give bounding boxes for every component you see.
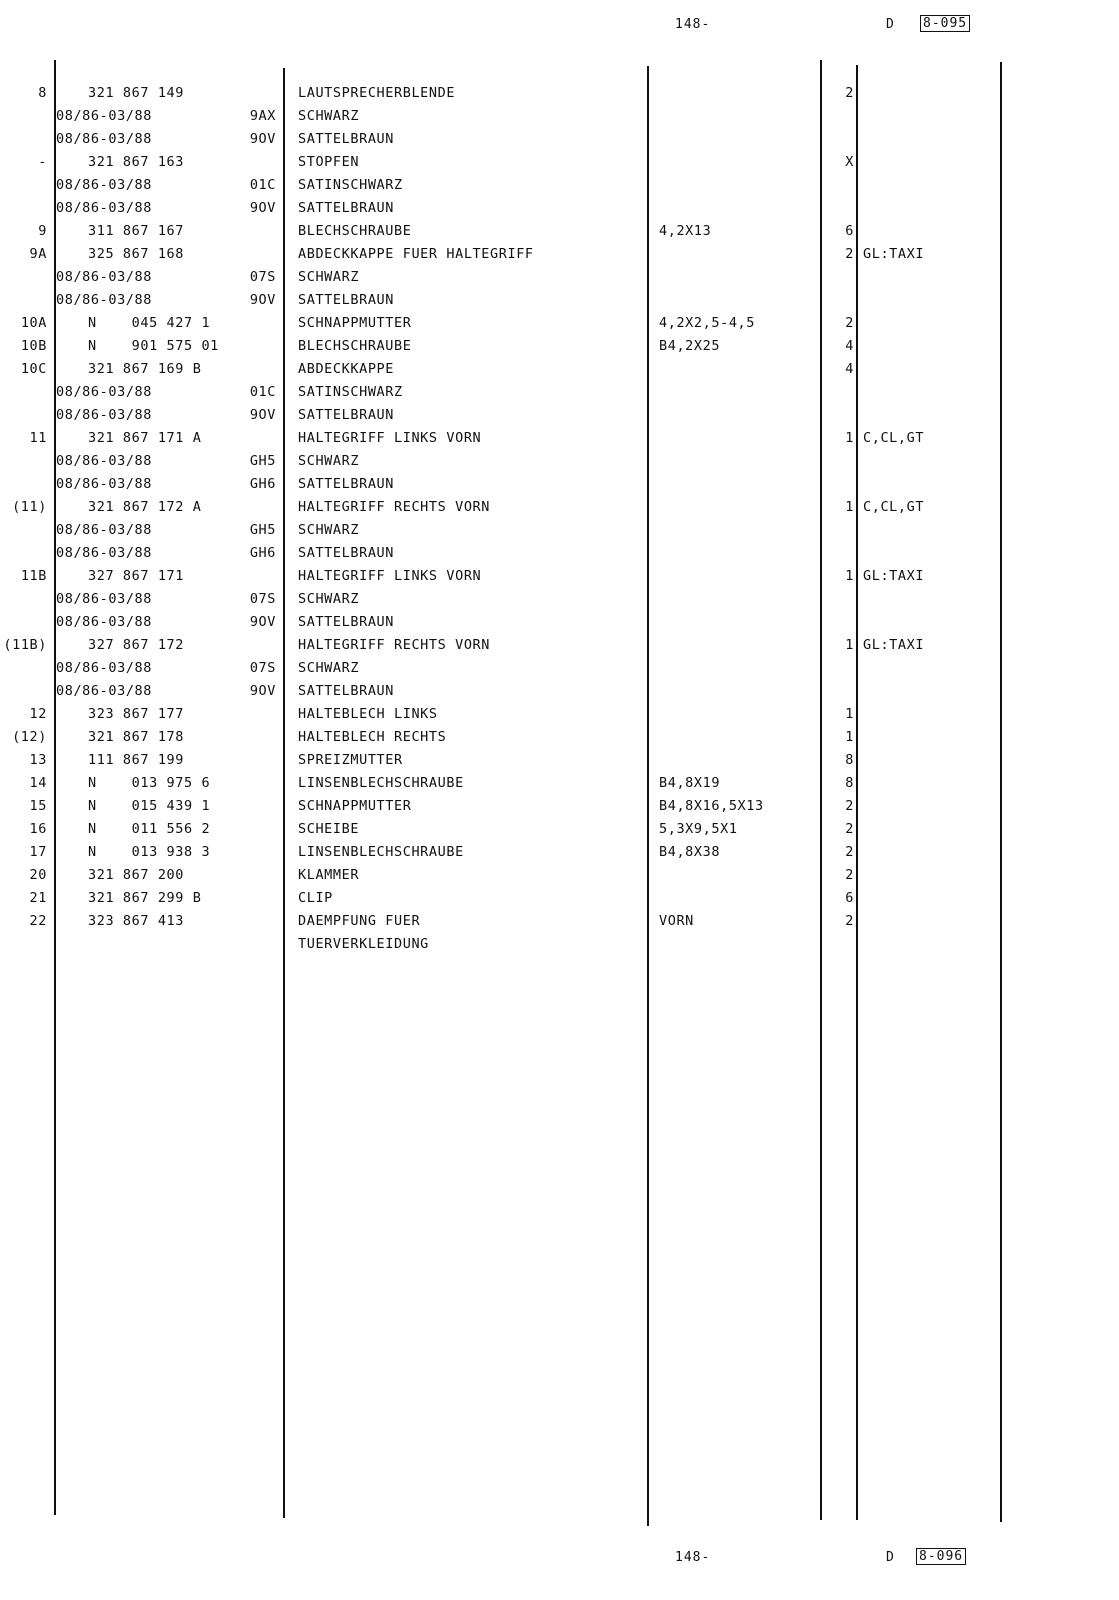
table-row	[0, 450, 1119, 473]
color-code: GH5	[249, 522, 276, 538]
date-range: 08/86-03/88	[56, 522, 153, 538]
part-number: 327 867 171	[88, 568, 185, 584]
description: SATINSCHWARZ	[298, 177, 403, 193]
position-number: 9A	[29, 246, 47, 262]
table-row	[0, 795, 1119, 818]
model-note: GL:TAXI	[863, 246, 925, 262]
date-range: 08/86-03/88	[56, 476, 153, 492]
part-number: 321 867 299 B	[88, 890, 202, 906]
remark: 5,3X9,5X1	[659, 821, 738, 837]
quantity: 2	[845, 798, 854, 814]
date-range: 08/86-03/88	[56, 407, 153, 423]
position-number: 12	[29, 706, 47, 722]
quantity: 1	[845, 706, 854, 722]
description: SCHEIBE	[298, 821, 360, 837]
table-row	[0, 818, 1119, 841]
table-row	[0, 703, 1119, 726]
quantity: 1	[845, 430, 854, 446]
table-row	[0, 910, 1119, 933]
part-number: 321 867 149	[88, 85, 185, 101]
part-number: N 045 427 1	[88, 315, 211, 331]
color-code: 07S	[249, 591, 276, 607]
table-row	[0, 289, 1119, 312]
date-range: 08/86-03/88	[56, 453, 153, 469]
part-number: N 901 575 01	[88, 338, 219, 354]
position-number: 16	[29, 821, 47, 837]
date-range: 08/86-03/88	[56, 269, 153, 285]
color-code: GH5	[249, 453, 276, 469]
quantity: 2	[845, 913, 854, 929]
description: DAEMPFUNG FUER	[298, 913, 421, 929]
footer-section: D	[886, 1550, 895, 1565]
color-code: GH6	[249, 545, 276, 561]
model-note: C,CL,GT	[863, 430, 925, 446]
date-range: 08/86-03/88	[56, 131, 153, 147]
date-range: 08/86-03/88	[56, 545, 153, 561]
position-number: -	[38, 154, 47, 170]
quantity: 1	[845, 637, 854, 653]
table-row	[0, 680, 1119, 703]
position-number: 20	[29, 867, 47, 883]
quantity: 2	[845, 867, 854, 883]
position-number: (11)	[12, 499, 47, 515]
part-number: 323 867 177	[88, 706, 185, 722]
part-number: 321 867 171 A	[88, 430, 202, 446]
description: HALTEGRIFF LINKS VORN	[298, 430, 482, 446]
description: SCHWARZ	[298, 660, 360, 676]
description: SATTELBRAUN	[298, 131, 395, 147]
position-number: (12)	[12, 729, 47, 745]
footer-page-number: 148-	[675, 1550, 711, 1565]
color-code: 9OV	[249, 614, 276, 630]
part-number: 321 867 178	[88, 729, 185, 745]
quantity: 2	[845, 85, 854, 101]
position-number: 10A	[20, 315, 47, 331]
description: HALTEGRIFF RECHTS VORN	[298, 499, 491, 515]
date-range: 08/86-03/88	[56, 177, 153, 193]
position-number: 9	[38, 223, 47, 239]
part-number: N 013 938 3	[88, 844, 211, 860]
position-number: 21	[29, 890, 47, 906]
part-number: 321 867 169 B	[88, 361, 202, 377]
quantity: X	[845, 154, 854, 170]
description: LINSENBLECHSCHRAUBE	[298, 775, 464, 791]
description: SATTELBRAUN	[298, 200, 395, 216]
part-number: 325 867 168	[88, 246, 185, 262]
position-number: 14	[29, 775, 47, 791]
table-row	[0, 381, 1119, 404]
quantity: 6	[845, 223, 854, 239]
remark: B4,8X38	[659, 844, 721, 860]
description: SCHWARZ	[298, 108, 360, 124]
table-row	[0, 220, 1119, 243]
remark: B4,8X16,5X13	[659, 798, 764, 814]
description: HALTEGRIFF LINKS VORN	[298, 568, 482, 584]
position-number: 10C	[20, 361, 47, 377]
quantity: 4	[845, 361, 854, 377]
description: LINSENBLECHSCHRAUBE	[298, 844, 464, 860]
description: ABDECKKAPPE FUER HALTEGRIFF	[298, 246, 534, 262]
remark: B4,8X19	[659, 775, 721, 791]
date-range: 08/86-03/88	[56, 614, 153, 630]
part-number: 311 867 167	[88, 223, 185, 239]
position-number: 22	[29, 913, 47, 929]
date-range: 08/86-03/88	[56, 591, 153, 607]
part-number: N 011 556 2	[88, 821, 211, 837]
table-row	[0, 864, 1119, 887]
position-number: 17	[29, 844, 47, 860]
description: SATTELBRAUN	[298, 407, 395, 423]
position-number: 11B	[20, 568, 47, 584]
color-code: 07S	[249, 660, 276, 676]
parts-list	[0, 82, 1119, 956]
date-range: 08/86-03/88	[56, 292, 153, 308]
color-code: 07S	[249, 269, 276, 285]
description: SCHWARZ	[298, 591, 360, 607]
description: HALTEGRIFF RECHTS VORN	[298, 637, 491, 653]
position-number: 8	[38, 85, 47, 101]
table-row	[0, 151, 1119, 174]
color-code: 01C	[249, 177, 276, 193]
quantity: 8	[845, 752, 854, 768]
quantity: 6	[845, 890, 854, 906]
color-code: 9OV	[249, 292, 276, 308]
table-row	[0, 128, 1119, 151]
description: SCHWARZ	[298, 453, 360, 469]
table-row	[0, 887, 1119, 910]
position-number: (11B)	[3, 637, 47, 653]
table-row	[0, 496, 1119, 519]
description: SATTELBRAUN	[298, 614, 395, 630]
color-code: GH6	[249, 476, 276, 492]
date-range: 08/86-03/88	[56, 660, 153, 676]
table-row	[0, 611, 1119, 634]
footer-ref-box: 8-096	[916, 1548, 966, 1565]
color-code: 9AX	[249, 108, 276, 124]
table-row	[0, 565, 1119, 588]
description: SPREIZMUTTER	[298, 752, 403, 768]
quantity: 1	[845, 729, 854, 745]
color-code: 01C	[249, 384, 276, 400]
part-number: 321 867 200	[88, 867, 185, 883]
table-row	[0, 82, 1119, 105]
header-page-number: 148-	[675, 17, 711, 32]
table-row	[0, 519, 1119, 542]
position-number: 11	[29, 430, 47, 446]
table-row	[0, 542, 1119, 565]
description: SATTELBRAUN	[298, 545, 395, 561]
description: SATTELBRAUN	[298, 683, 395, 699]
table-row	[0, 266, 1119, 289]
part-number: 111 867 199	[88, 752, 185, 768]
description: BLECHSCHRAUBE	[298, 223, 412, 239]
model-note: C,CL,GT	[863, 499, 925, 515]
quantity: 8	[845, 775, 854, 791]
description: ABDECKKAPPE	[298, 361, 395, 377]
quantity: 1	[845, 499, 854, 515]
table-row	[0, 243, 1119, 266]
header-ref-box: 8-095	[920, 15, 970, 32]
position-number: 10B	[20, 338, 47, 354]
date-range: 08/86-03/88	[56, 384, 153, 400]
remark: VORN	[659, 913, 694, 929]
remark: 4,2X2,5-4,5	[659, 315, 756, 331]
table-row	[0, 312, 1119, 335]
table-row	[0, 634, 1119, 657]
table-row	[0, 726, 1119, 749]
remark: B4,2X25	[659, 338, 721, 354]
description: STOPFEN	[298, 154, 360, 170]
color-code: 9OV	[249, 407, 276, 423]
table-row	[0, 105, 1119, 128]
description: HALTEBLECH LINKS	[298, 706, 438, 722]
quantity: 2	[845, 315, 854, 331]
model-note: GL:TAXI	[863, 637, 925, 653]
part-number: 321 867 163	[88, 154, 185, 170]
table-row	[0, 841, 1119, 864]
position-number: 13	[29, 752, 47, 768]
description: CLIP	[298, 890, 333, 906]
quantity: 2	[845, 821, 854, 837]
header-section: D	[886, 17, 895, 32]
table-row	[0, 657, 1119, 680]
table-row	[0, 933, 1119, 956]
table-row	[0, 427, 1119, 450]
date-range: 08/86-03/88	[56, 200, 153, 216]
table-row	[0, 749, 1119, 772]
part-number: N 013 975 6	[88, 775, 211, 791]
description: SCHNAPPMUTTER	[298, 315, 412, 331]
description: KLAMMER	[298, 867, 360, 883]
description: SCHNAPPMUTTER	[298, 798, 412, 814]
table-row	[0, 473, 1119, 496]
color-code: 9OV	[249, 200, 276, 216]
description: HALTEBLECH RECHTS	[298, 729, 447, 745]
part-number: 321 867 172 A	[88, 499, 202, 515]
description: LAUTSPRECHERBLENDE	[298, 85, 456, 101]
model-note: GL:TAXI	[863, 568, 925, 584]
quantity: 4	[845, 338, 854, 354]
quantity: 2	[845, 844, 854, 860]
table-row	[0, 404, 1119, 427]
quantity: 1	[845, 568, 854, 584]
description: SATINSCHWARZ	[298, 384, 403, 400]
date-range: 08/86-03/88	[56, 108, 153, 124]
color-code: 9OV	[249, 131, 276, 147]
date-range: 08/86-03/88	[56, 683, 153, 699]
description: SATTELBRAUN	[298, 476, 395, 492]
description: SCHWARZ	[298, 522, 360, 538]
part-number: 327 867 172	[88, 637, 185, 653]
remark: 4,2X13	[659, 223, 712, 239]
quantity: 2	[845, 246, 854, 262]
description: SCHWARZ	[298, 269, 360, 285]
table-row	[0, 197, 1119, 220]
description: SATTELBRAUN	[298, 292, 395, 308]
table-row	[0, 174, 1119, 197]
part-number: 323 867 413	[88, 913, 185, 929]
part-number: N 015 439 1	[88, 798, 211, 814]
table-row	[0, 358, 1119, 381]
table-row	[0, 588, 1119, 611]
table-row	[0, 772, 1119, 795]
position-number: 15	[29, 798, 47, 814]
description: BLECHSCHRAUBE	[298, 338, 412, 354]
table-row	[0, 335, 1119, 358]
color-code: 9OV	[249, 683, 276, 699]
description: TUERVERKLEIDUNG	[298, 936, 429, 952]
